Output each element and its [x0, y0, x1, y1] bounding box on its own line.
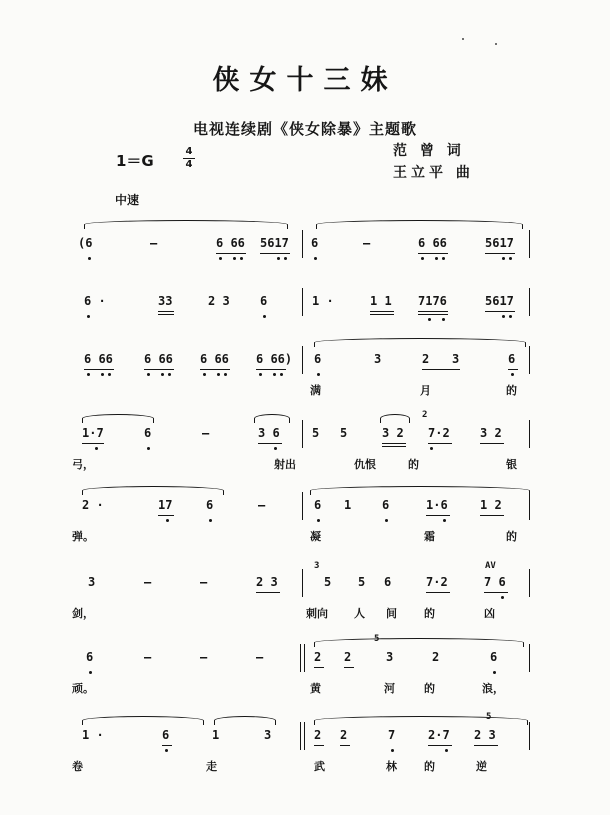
note: 17	[158, 498, 173, 512]
bar-line	[302, 492, 303, 520]
low-octave-dot	[87, 373, 90, 376]
bar-line	[529, 492, 530, 520]
lyric: 仇恨	[354, 458, 376, 471]
low-octave-dot	[217, 373, 220, 376]
note: 6	[490, 650, 498, 664]
note: 6 66	[216, 236, 245, 250]
note: —	[150, 236, 158, 250]
underline	[485, 253, 515, 254]
grace-note: AV	[485, 561, 496, 571]
bar-line	[302, 346, 303, 374]
lyric: 河	[384, 682, 395, 695]
note: 5617	[485, 236, 514, 250]
low-octave-dot	[203, 373, 206, 376]
bar-line	[529, 288, 530, 316]
slur	[314, 716, 528, 725]
low-octave-dot	[165, 749, 168, 752]
low-octave-dot	[259, 373, 262, 376]
underline	[258, 443, 282, 444]
grace-note: 5	[374, 634, 380, 644]
lyric: 凝	[310, 530, 321, 543]
low-octave-dot	[428, 318, 431, 321]
note: 33	[158, 294, 173, 308]
slur	[214, 716, 276, 725]
slur	[314, 638, 524, 647]
note: 1	[344, 498, 352, 512]
underline	[418, 311, 448, 312]
note: —	[256, 650, 264, 664]
underline	[428, 443, 452, 444]
low-octave-dot	[277, 257, 280, 260]
note: 6	[314, 352, 322, 366]
note: 7 6	[484, 575, 506, 589]
underline	[158, 311, 174, 312]
note: 6	[162, 728, 170, 742]
low-octave-dot	[89, 671, 92, 674]
double-bar-line	[300, 722, 301, 750]
low-octave-dot	[445, 749, 448, 752]
low-octave-dot	[224, 373, 227, 376]
note: 1 ·	[82, 728, 104, 742]
note: 6 66	[144, 352, 173, 366]
low-octave-dot	[87, 315, 90, 318]
low-octave-dot	[317, 519, 320, 522]
low-octave-dot	[502, 257, 505, 260]
note: 1 1	[370, 294, 392, 308]
low-octave-dot	[161, 373, 164, 376]
lyric: 弹。	[72, 530, 94, 543]
lyric: 银	[506, 458, 517, 471]
key-signature: 1＝G	[116, 152, 154, 170]
low-octave-dot	[274, 447, 277, 450]
underline	[474, 745, 498, 746]
underline	[428, 745, 452, 746]
low-octave-dot	[430, 447, 433, 450]
note: 6	[384, 575, 392, 589]
lyric: 刺向	[306, 607, 328, 620]
low-octave-dot	[273, 373, 276, 376]
note: 2 ·	[82, 498, 104, 512]
note: 6 66	[200, 352, 229, 366]
slur	[82, 716, 204, 725]
low-octave-dot	[509, 257, 512, 260]
underline	[485, 311, 515, 312]
note: 6 66	[418, 236, 447, 250]
lyric: 射出	[274, 458, 296, 471]
lyric: 卷	[72, 760, 83, 773]
note: 2	[344, 650, 352, 664]
lyric: 霜	[424, 530, 435, 543]
note: 2 3	[208, 294, 230, 308]
underline	[382, 446, 406, 447]
underline	[344, 667, 354, 668]
underline	[484, 592, 508, 593]
underline	[370, 314, 394, 315]
note: 6	[144, 426, 152, 440]
lyric: 逆	[476, 760, 487, 773]
low-octave-dot	[443, 519, 446, 522]
note: 5	[358, 575, 366, 589]
note: —	[144, 650, 152, 664]
time-signature-top: 4	[183, 146, 195, 159]
bar-line	[302, 569, 303, 597]
lyricist-credit: 范 曾 词	[393, 143, 465, 159]
underline	[422, 369, 460, 370]
low-octave-dot	[209, 519, 212, 522]
note: 6	[86, 650, 94, 664]
low-octave-dot	[166, 519, 169, 522]
bar-line	[529, 230, 530, 258]
slur	[82, 486, 224, 495]
underline	[314, 745, 324, 746]
underline	[480, 443, 504, 444]
lyric: 的	[506, 530, 517, 543]
note: 3 2	[480, 426, 502, 440]
low-octave-dot	[421, 257, 424, 260]
note: 6	[508, 352, 516, 366]
note: 3 6	[258, 426, 280, 440]
lyric: 浪，	[482, 682, 504, 695]
underline	[158, 515, 174, 516]
note: 1 2	[480, 498, 502, 512]
note: 2 3	[256, 575, 278, 589]
song-title: 侠女十三妹	[212, 65, 398, 96]
slur	[316, 220, 523, 229]
underline	[508, 369, 518, 370]
note: 7176	[418, 294, 447, 308]
low-octave-dot	[317, 373, 320, 376]
note: 1·6	[426, 498, 448, 512]
note: 1 ·	[312, 294, 334, 308]
note: 2	[314, 728, 322, 742]
lyric: 凶	[484, 607, 495, 620]
low-octave-dot	[280, 373, 283, 376]
underline	[340, 745, 350, 746]
underline	[162, 745, 172, 746]
scan-speck	[462, 38, 464, 40]
lyric: 走	[206, 760, 217, 773]
note: 3	[264, 728, 272, 742]
bar-line	[302, 230, 303, 258]
scan-speck	[495, 43, 497, 45]
note: 1·7	[82, 426, 104, 440]
low-octave-dot	[233, 257, 236, 260]
lyric: 人	[354, 607, 365, 620]
note: 3	[374, 352, 382, 366]
note: 7·2	[428, 426, 450, 440]
low-octave-dot	[147, 447, 150, 450]
slur	[310, 486, 530, 495]
note: 6	[260, 294, 268, 308]
lyric: 武	[314, 760, 325, 773]
note: 7·2	[426, 575, 448, 589]
bar-line	[529, 569, 530, 597]
note: —	[202, 426, 210, 440]
lyric: 的	[424, 607, 435, 620]
bar-line	[302, 288, 303, 316]
low-octave-dot	[88, 257, 91, 260]
underline	[256, 592, 280, 593]
bar-line	[529, 722, 530, 750]
underline	[426, 592, 450, 593]
underline	[418, 314, 448, 315]
underline	[382, 443, 406, 444]
note: 6	[382, 498, 390, 512]
note: —	[363, 236, 371, 250]
low-octave-dot	[442, 257, 445, 260]
note: 5617	[485, 294, 514, 308]
lyric: 的	[506, 384, 517, 397]
note: 5	[312, 426, 320, 440]
song-subtitle: 电视连续剧《侠女除暴》主题歌	[192, 120, 417, 138]
low-octave-dot	[385, 519, 388, 522]
low-octave-dot	[95, 447, 98, 450]
underline	[256, 369, 286, 370]
low-octave-dot	[147, 373, 150, 376]
low-octave-dot	[240, 257, 243, 260]
low-octave-dot	[391, 749, 394, 752]
underline	[426, 515, 450, 516]
note: 7	[388, 728, 396, 742]
slur	[84, 220, 288, 229]
grace-note: 3	[314, 561, 320, 571]
note: 6 ·	[84, 294, 106, 308]
note: —	[200, 650, 208, 664]
slur	[82, 414, 154, 423]
underline	[260, 253, 290, 254]
low-octave-dot	[435, 257, 438, 260]
lyric: 顽。	[72, 682, 94, 695]
grace-note: 5	[486, 712, 492, 722]
note: 6	[206, 498, 214, 512]
note: 2·7	[428, 728, 450, 742]
lyric: 月	[420, 384, 431, 397]
time-signature	[183, 146, 195, 171]
note: 3 2	[382, 426, 404, 440]
slur	[254, 414, 290, 423]
lyric: 黄	[310, 682, 321, 695]
note: 3	[386, 650, 394, 664]
underline	[480, 515, 504, 516]
grace-note: 2	[422, 410, 428, 420]
slur	[314, 338, 526, 347]
lyric: 弓，	[72, 458, 94, 471]
time-signature-bottom: 4	[185, 159, 193, 170]
note: 6 66	[84, 352, 113, 366]
low-octave-dot	[509, 315, 512, 318]
underline	[158, 314, 174, 315]
lyric: 满	[310, 384, 321, 397]
note: 5617	[260, 236, 289, 250]
underline	[370, 311, 394, 312]
lyric: 剑，	[72, 607, 94, 620]
underline	[314, 667, 324, 668]
low-octave-dot	[502, 315, 505, 318]
note: 6	[311, 236, 319, 250]
note: —	[144, 575, 152, 589]
double-bar-line	[300, 644, 301, 672]
bar-line	[529, 644, 530, 672]
note: (6	[78, 236, 93, 250]
note: 6	[314, 498, 322, 512]
note: 5	[324, 575, 332, 589]
underline	[82, 443, 104, 444]
low-octave-dot	[101, 373, 104, 376]
note: —	[200, 575, 208, 589]
underline	[200, 369, 230, 370]
note: 2	[314, 650, 322, 664]
lyric: 的	[424, 682, 435, 695]
low-octave-dot	[314, 257, 317, 260]
underline	[216, 253, 246, 254]
note: 3	[88, 575, 96, 589]
bar-line	[529, 346, 530, 374]
slur	[380, 414, 410, 423]
low-octave-dot	[108, 373, 111, 376]
low-octave-dot	[219, 257, 222, 260]
low-octave-dot	[168, 373, 171, 376]
note: 5	[340, 426, 348, 440]
low-octave-dot	[442, 318, 445, 321]
underline	[84, 369, 114, 370]
bar-line	[302, 420, 303, 448]
lyric: 的	[424, 760, 435, 773]
low-octave-dot	[493, 671, 496, 674]
lyric: 的	[408, 458, 419, 471]
composer-credit: 王立平 曲	[393, 165, 474, 181]
underline	[144, 369, 174, 370]
tempo-marking: 中速	[115, 193, 140, 207]
lyric: 间	[386, 607, 397, 620]
note: 2	[432, 650, 440, 664]
low-octave-dot	[263, 315, 266, 318]
note: 2	[422, 352, 430, 366]
note: 2	[340, 728, 348, 742]
note: 6 66)	[256, 352, 293, 366]
low-octave-dot	[511, 373, 514, 376]
bar-line	[529, 420, 530, 448]
note: —	[258, 498, 266, 512]
note: 3	[452, 352, 460, 366]
note: 2 3	[474, 728, 496, 742]
low-octave-dot	[284, 257, 287, 260]
lyric: 林	[386, 760, 397, 773]
underline	[418, 253, 448, 254]
low-octave-dot	[501, 596, 504, 599]
note: 1	[212, 728, 220, 742]
